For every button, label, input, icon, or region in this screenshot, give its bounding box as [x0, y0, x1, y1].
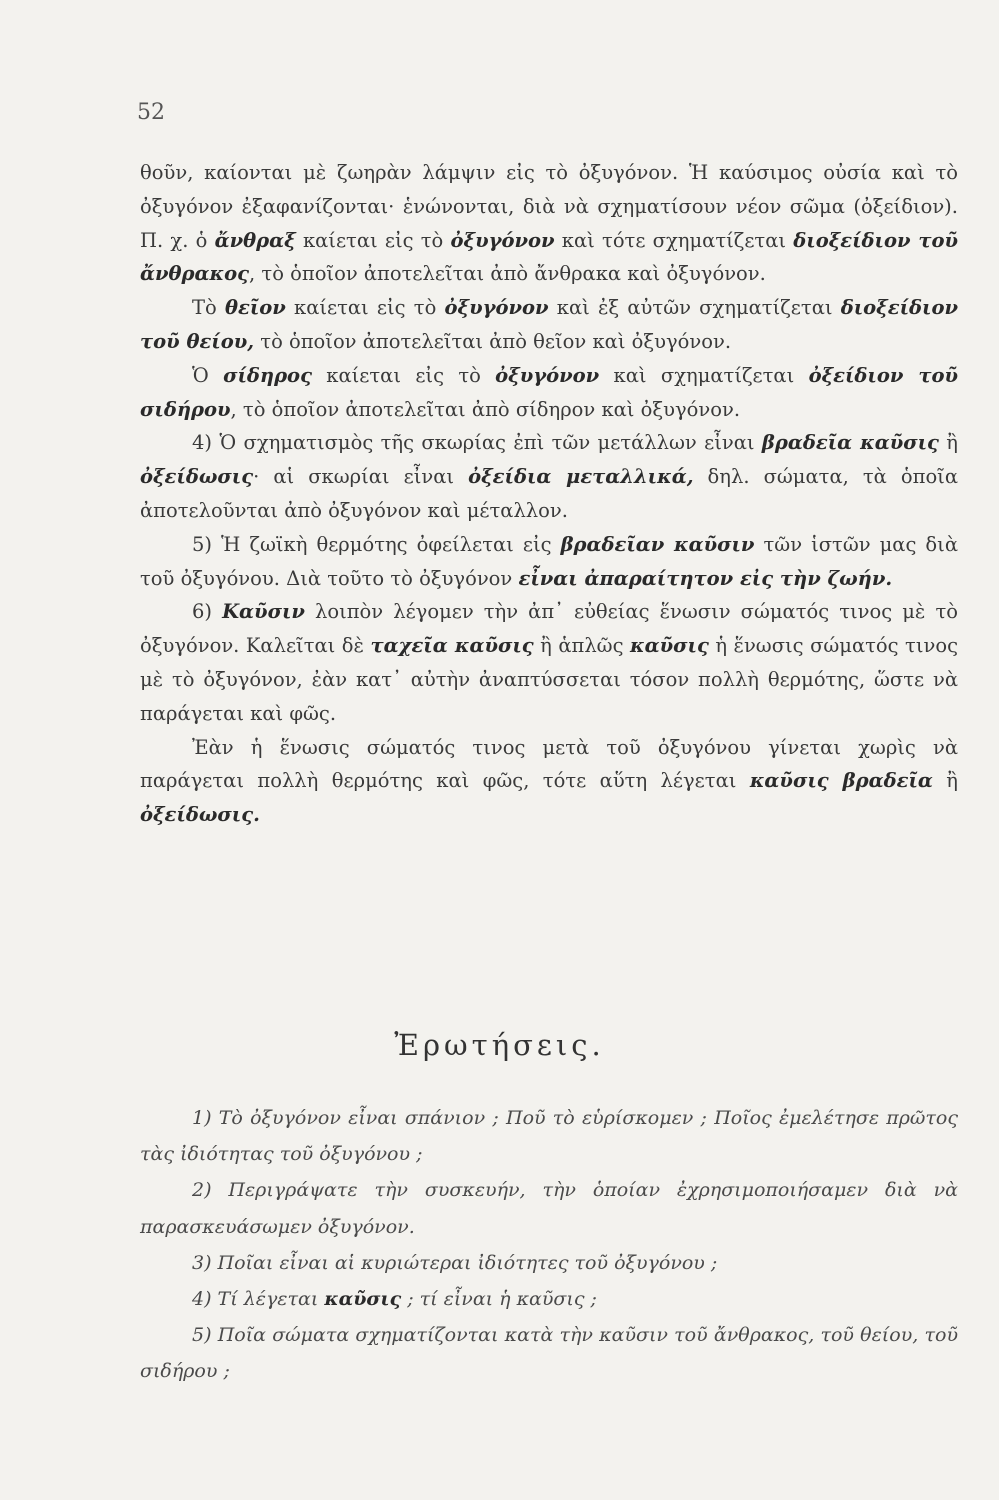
text-run: ἡ ἕνωσις σώματός τινος μὲ τὸ ὀξυγόνον, ἐὰν κατ᾽ αὐτὴν ἀναπτύσσεται τόσον πολλὴ θερμότης, ὥστε νὰ παράγεται καὶ φῶς.	[140, 634, 959, 725]
text-run: 5) Ποῖα σώματα σχηματίζονται κατὰ τὴν καῦσιν τοῦ ἄνθρακος, τοῦ θείου, τοῦ σιδήρου ;	[140, 1324, 958, 1383]
body-text	[140, 156, 958, 832]
paragraph	[140, 595, 958, 730]
paragraph	[140, 156, 958, 291]
emphasized-term: ὀξείδια μεταλλικά,	[468, 465, 694, 489]
text-run: Τὸ	[192, 296, 225, 320]
paragraph	[140, 291, 958, 359]
paragraph	[140, 731, 958, 832]
text-run: λοιπὸν λέγομεν τὴν ἀπ᾽ εὐθείας ἕνωσιν σώματός τινος μὲ τὸ ὀξυγόνον. Καλεῖται δὲ	[140, 600, 958, 658]
question-item	[140, 1100, 958, 1172]
emphasized-term: βραδεῖα καῦσις	[761, 431, 939, 455]
emphasized-term: ὀξείδωσις	[140, 465, 254, 489]
text-run: , τὸ ὁποῖον ἀποτελεῖται ἀπὸ σίδηρον καὶ ὀξυγόνον.	[230, 397, 741, 421]
text-run: 4) Ὁ σχηματισμὸς τῆς σκωρίας ἐπὶ τῶν μετάλλων εἶναι	[192, 431, 762, 455]
text-run: ; τί εἶναι ἡ καῦσις ;	[401, 1288, 597, 1311]
emphasized-term: ὀξυγόνον	[444, 296, 549, 320]
emphasized-term: καῦσις βραδεῖα	[749, 769, 933, 793]
emphasized-term: καῦσις	[324, 1288, 402, 1311]
paragraph	[140, 426, 958, 527]
text-run: , τὸ ὁποῖον ἀποτελεῖται ἀπὸ ἄνθρακα καὶ ὀξυγόνον.	[249, 262, 766, 286]
emphasized-term: σίδηρος	[223, 363, 312, 387]
paragraph	[140, 359, 958, 427]
emphasized-term: ὀξείδωσις.	[140, 803, 260, 827]
questions-list	[140, 1100, 958, 1390]
emphasized-term: ὀξυγόνον	[495, 363, 600, 387]
emphasized-term: ὀξείδιον τοῦ σιδήρου	[140, 363, 958, 421]
text-run: 3) Ποῖαι εἶναι αἱ κυριώτεραι ἰδιότητες τοῦ ὀξυγόνου ;	[192, 1251, 718, 1274]
emphasized-term: ἄνθραξ	[214, 228, 296, 252]
question-item	[140, 1317, 958, 1389]
question-item	[140, 1245, 958, 1281]
text-run: καίεται εἰς τὸ	[295, 228, 451, 252]
text-run: καὶ τότε σχηματίζεται	[554, 228, 794, 252]
text-run: 1) Τὸ ὀξυγόνον εἶναι σπάνιον ; Ποῦ τὸ εὑρίσκομεν ; Ποῖος ἐμελέτησε πρῶτος τὰς ἰδιότητας τοῦ ὀξυγόνου ;	[140, 1107, 958, 1166]
emphasized-term: θεῖον	[224, 296, 286, 320]
text-run: · αἱ σκωρίαι εἶναι	[253, 465, 469, 489]
text-run: ἢ	[932, 769, 958, 793]
text-run: Ἐὰν ἡ ἕνωσις σώματός τινος μετὰ τοῦ ὀξυγόνου γίνεται χωρὶς νὰ παράγεται πολλὴ θερμότης καὶ φῶς, τότε αὕτη λέγεται	[140, 735, 958, 793]
text-run: καίεται εἰς τὸ	[311, 363, 496, 387]
paragraph	[140, 528, 958, 596]
emphasized-term: καῦσις	[629, 634, 709, 658]
text-run: τῶν ἱστῶν μας διὰ τοῦ ὀξυγόνου. Διὰ τοῦτο τὸ ὀξυγόνον	[140, 532, 958, 590]
text-run: 4) Τί λέγεται	[192, 1288, 325, 1311]
text-run: καὶ σχηματίζεται	[599, 363, 809, 387]
emphasized-term: εἶναι ἀπαραίτητον εἰς τὴν ζωήν.	[518, 566, 893, 590]
emphasized-term: διοξείδιον τοῦ ἄνθρακος	[140, 228, 959, 286]
text-run: Ὁ	[192, 363, 224, 387]
emphasized-term: ὀξυγόνον	[450, 228, 555, 252]
text-run: 2) Περιγράψατε τὴν συσκευήν, τὴν ὁποίαν ἐχρησιμοποιήσαμεν διὰ νὰ παρασκευάσωμεν ὀξυγόνον.	[140, 1179, 958, 1238]
text-run: καὶ ἐξ αὐτῶν σχηματίζεται	[548, 296, 841, 320]
text-run: δηλ. σώματα, τὰ ὁποῖα ἀποτελοῦνται ἀπὸ ὀξυγόνον καὶ μέταλλον.	[140, 465, 958, 522]
text-run: ἢ	[938, 431, 958, 455]
text-run: καίεται εἰς τὸ	[285, 296, 445, 320]
emphasized-term: ταχεῖα καῦσις	[370, 634, 534, 658]
text-run: θοῦν, καίονται μὲ ζωηρὰν λάμψιν εἰς τὸ ὀξυγόνον. Ἡ καύσιμος οὐσία καὶ τὸ ὀξυγόνον ἐξαφανίζονται· ἑνώνονται, διὰ νὰ σχηματίσουν νέον σῶμα (ὀξείδιον). Π. χ. ὁ	[140, 161, 958, 252]
page-number: 52	[137, 100, 165, 125]
text-run: ἢ ἁπλῶς	[533, 634, 630, 658]
text-run: τὸ ὁποῖον ἀποτελεῖται ἀπὸ θεῖον καὶ ὀξυγόνον.	[254, 329, 732, 353]
emphasized-term: διοξείδιον τοῦ θείου,	[140, 296, 958, 353]
question-item	[140, 1172, 958, 1244]
text-run: 5) Ἡ ζωϊκὴ θερμότης ὀφείλεται εἰς	[192, 532, 561, 556]
section-heading: Ἐρωτήσεις.	[394, 1028, 605, 1062]
text-run: 6)	[192, 600, 223, 624]
question-item	[140, 1281, 958, 1317]
emphasized-term: Καῦσιν	[222, 600, 305, 624]
emphasized-term: βραδεῖαν καῦσιν	[560, 532, 755, 556]
